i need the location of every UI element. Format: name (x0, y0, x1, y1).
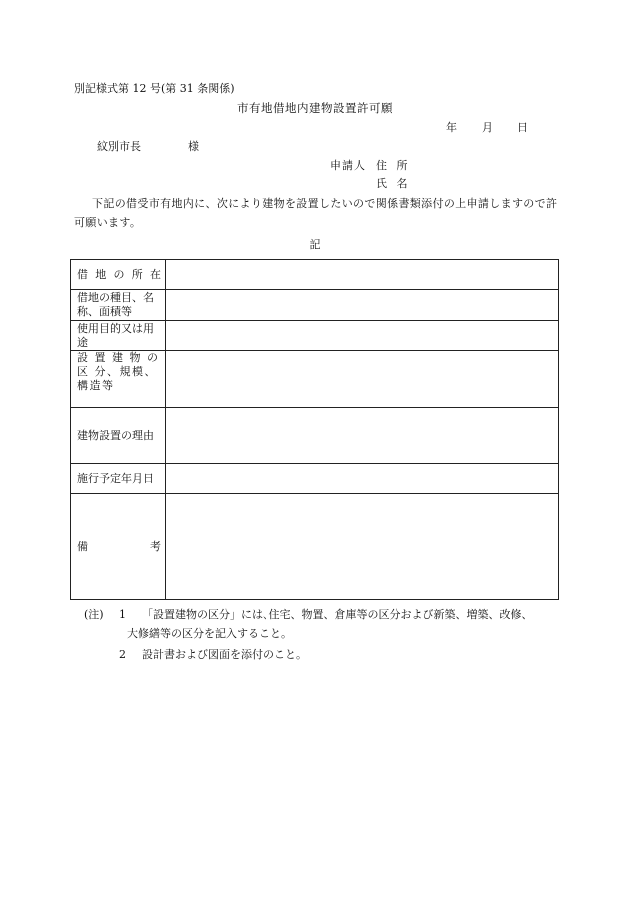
table-row (71, 321, 559, 351)
application-table (70, 259, 559, 600)
note-1-number: 1 (119, 608, 126, 621)
remarks-char-b: 考 (150, 539, 161, 553)
date-month-label: 月 (482, 121, 493, 134)
label-scheduled-date: 施行予定年月日 (71, 464, 166, 494)
table-row (71, 408, 559, 464)
table-row (71, 494, 559, 600)
remarks-char-a: 備 (77, 539, 88, 553)
value-purpose[interactable] (166, 321, 559, 351)
name-label: 氏 名 (376, 177, 411, 190)
value-land-type-area[interactable] (166, 290, 559, 321)
label-purpose: 使用目的又は用途 (71, 321, 166, 351)
value-remarks[interactable] (166, 494, 559, 600)
table-row (71, 260, 559, 290)
addressee-honorific: 様 (188, 140, 199, 153)
applicant-label: 申請人 (330, 159, 366, 172)
request-body-text: 下記の借受市有地内に、次により建物を設置したいので関係書類添付の上申請しますので許可願います。 (74, 197, 558, 229)
label-land-type-area: 借地の種目、名称、面積等 (71, 290, 166, 321)
value-land-location[interactable] (166, 260, 559, 290)
form-reference: 別記様式第 12 号(第 31 条関係) (74, 82, 235, 95)
addressee-name: 紋別市長 (97, 140, 141, 153)
document-title: 市有地借地内建物設置許可願 (237, 101, 393, 115)
label-remarks (71, 494, 166, 600)
note-2 (119, 648, 307, 662)
value-building-category[interactable] (166, 351, 559, 408)
ki-heading: 記 (309, 238, 321, 251)
date-year-label: 年 (446, 121, 457, 134)
label-land-location: 借 地 の 所 在 (71, 260, 166, 290)
note-1-text: 「設置建物の区分」には､住宅、物置、倉庫等の区分および新築、増築、改修、 (142, 608, 533, 621)
date-day-label: 日 (517, 121, 528, 134)
note-2-number: 2 (119, 648, 126, 661)
note-2-text: 設計書および図面を添付のこと。 (142, 648, 307, 661)
label-building-category: 設 置 建 物 の 区 分、規模、構造等 (71, 351, 166, 408)
note-1 (119, 608, 533, 622)
table-row (71, 290, 559, 321)
address-label: 住 所 (376, 159, 411, 172)
value-reason[interactable] (166, 408, 559, 464)
table-row (71, 351, 559, 408)
notes-prefix: (注) (84, 608, 104, 621)
note-1-continuation: 大修繕等の区分を記入すること。 (127, 627, 292, 640)
table-row (71, 464, 559, 494)
value-scheduled-date[interactable] (166, 464, 559, 494)
label-reason: 建物設置の理由 (71, 408, 166, 464)
